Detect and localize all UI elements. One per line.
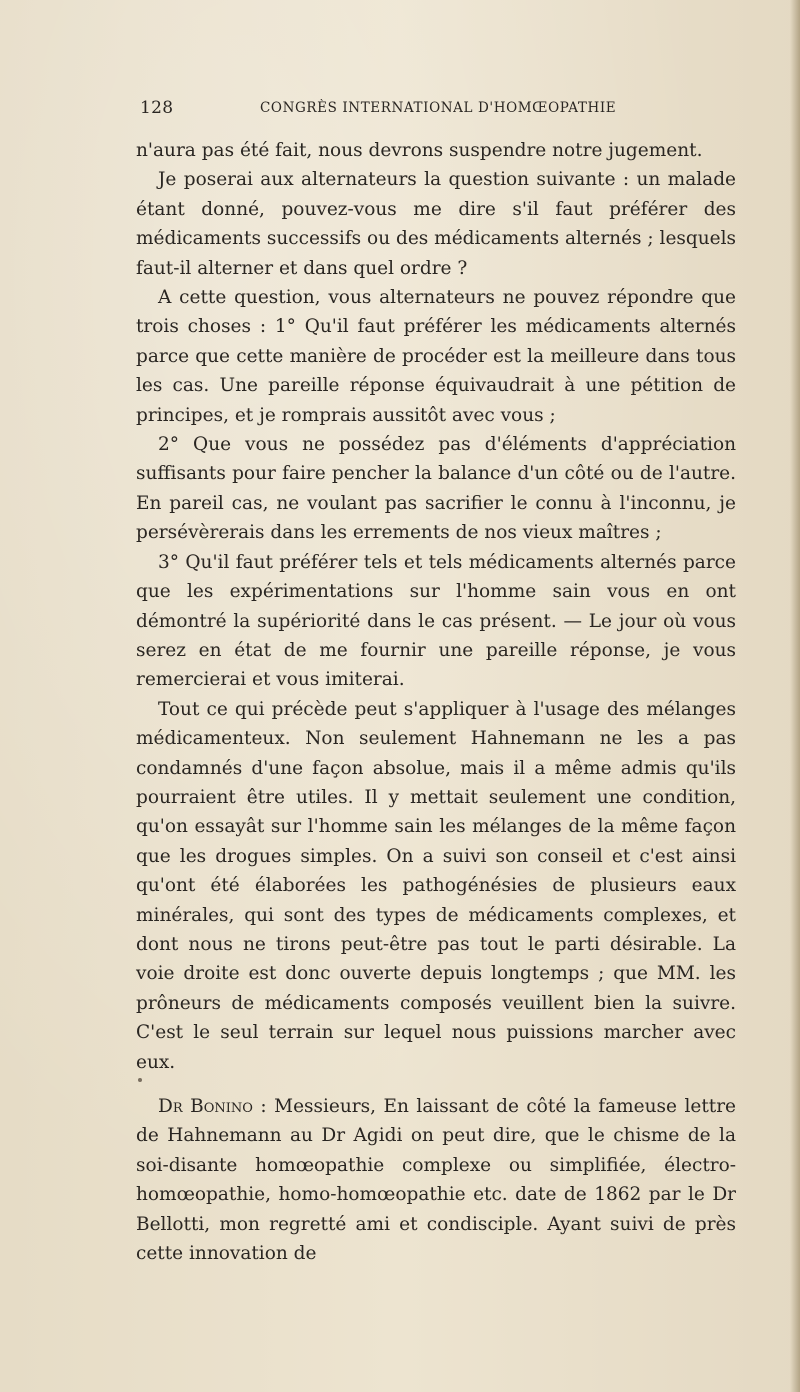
separator-dot xyxy=(138,1078,142,1082)
speech-text: Messieurs, En laissant de côté la fameuse lettre de Hahnemann au Dr Agidi on peut dire, que le chisme de la soi-disante homœopathie complexe ou simplifiée, électro-homœopathie, homo-homœopathie etc. date de 1862 par le Dr Bellotti, mon regretté ami et condisciple. Ayant suivi de près cette innovation de xyxy=(136,1096,736,1265)
page-number: 128 xyxy=(140,98,174,118)
paragraph-answer-2: 2° Que vous ne possédez pas d'éléments d'appréciation suffisants pour faire pencher la balance d'un côté ou de l'autre. En pareil cas, ne voulant pas sacrifier le connu à l'inconnu, je persévèrerais dans les errements de nos vieux maîtres ; xyxy=(136,434,736,544)
page-header xyxy=(140,98,618,122)
speech-paragraph xyxy=(136,1092,736,1268)
paragraph-continuation: n'aura pas été fait, nous devrons suspendre notre jugement. xyxy=(136,140,703,161)
speaker-name: Dr Bonino : xyxy=(158,1096,267,1117)
paragraph-answer-3: 3° Qu'il faut préférer tels et tels médicaments alternés parce que les expérimentations sur l'homme sain vous en ont démontré la supériorité dans le cas présent. — Le jour où vous serez en état de me fournir une pareille réponse, je vous remercierai et vous imiterai. xyxy=(136,551,736,691)
running-title: CONGRÈS INTERNATIONAL D'HOMŒOPATHIE xyxy=(260,100,617,116)
paragraph-melanges: Tout ce qui précède peut s'appliquer à l'usage des mélanges médicamenteux. Non seulement Hahnemann ne les a pas condamnés d'une façon absolue, mais il a même admis qu'ils pourraient être utiles. Il y mettait seulement une condition, qu'on essayât sur l'homme sain les mélanges de la même façon que les drogues simples. On a suivi son conseil et c'est ainsi qu'ont été élaborées les pathogénésies de plusieurs eaux minérales, qui sont des types de médicaments complexes, et dont nous ne tirons peut-être pas tout le parti désirable. La voie droite est donc ouverte depuis longtemps ; que MM. les prôneurs de médicaments composés veuillent bien la suivre. C'est le seul terrain sur lequel nous puissions marcher avec eux. xyxy=(136,698,736,1073)
speech-block xyxy=(136,1092,736,1268)
page-edge-shadow xyxy=(790,0,800,1392)
paragraph-answer-1: A cette question, vous alternateurs ne pouvez répondre que trois choses : 1° Qu'il faut préférer les médicaments alternés parce que cette manière de procéder est la meilleure dans tous les cas. Une pareille réponse équivaudrait à une pétition de principes, et je romprais aussitôt avec vous ; xyxy=(136,287,736,426)
paragraph-question: Je poserai aux alternateurs la question suivante : un malade étant donné, pouvez-vous me dire s'il faut préférer des médicaments successifs ou des médicaments alternés ; lesquels faut-il alterner et dans quel ordre ? xyxy=(136,169,737,279)
main-text xyxy=(136,136,736,1077)
